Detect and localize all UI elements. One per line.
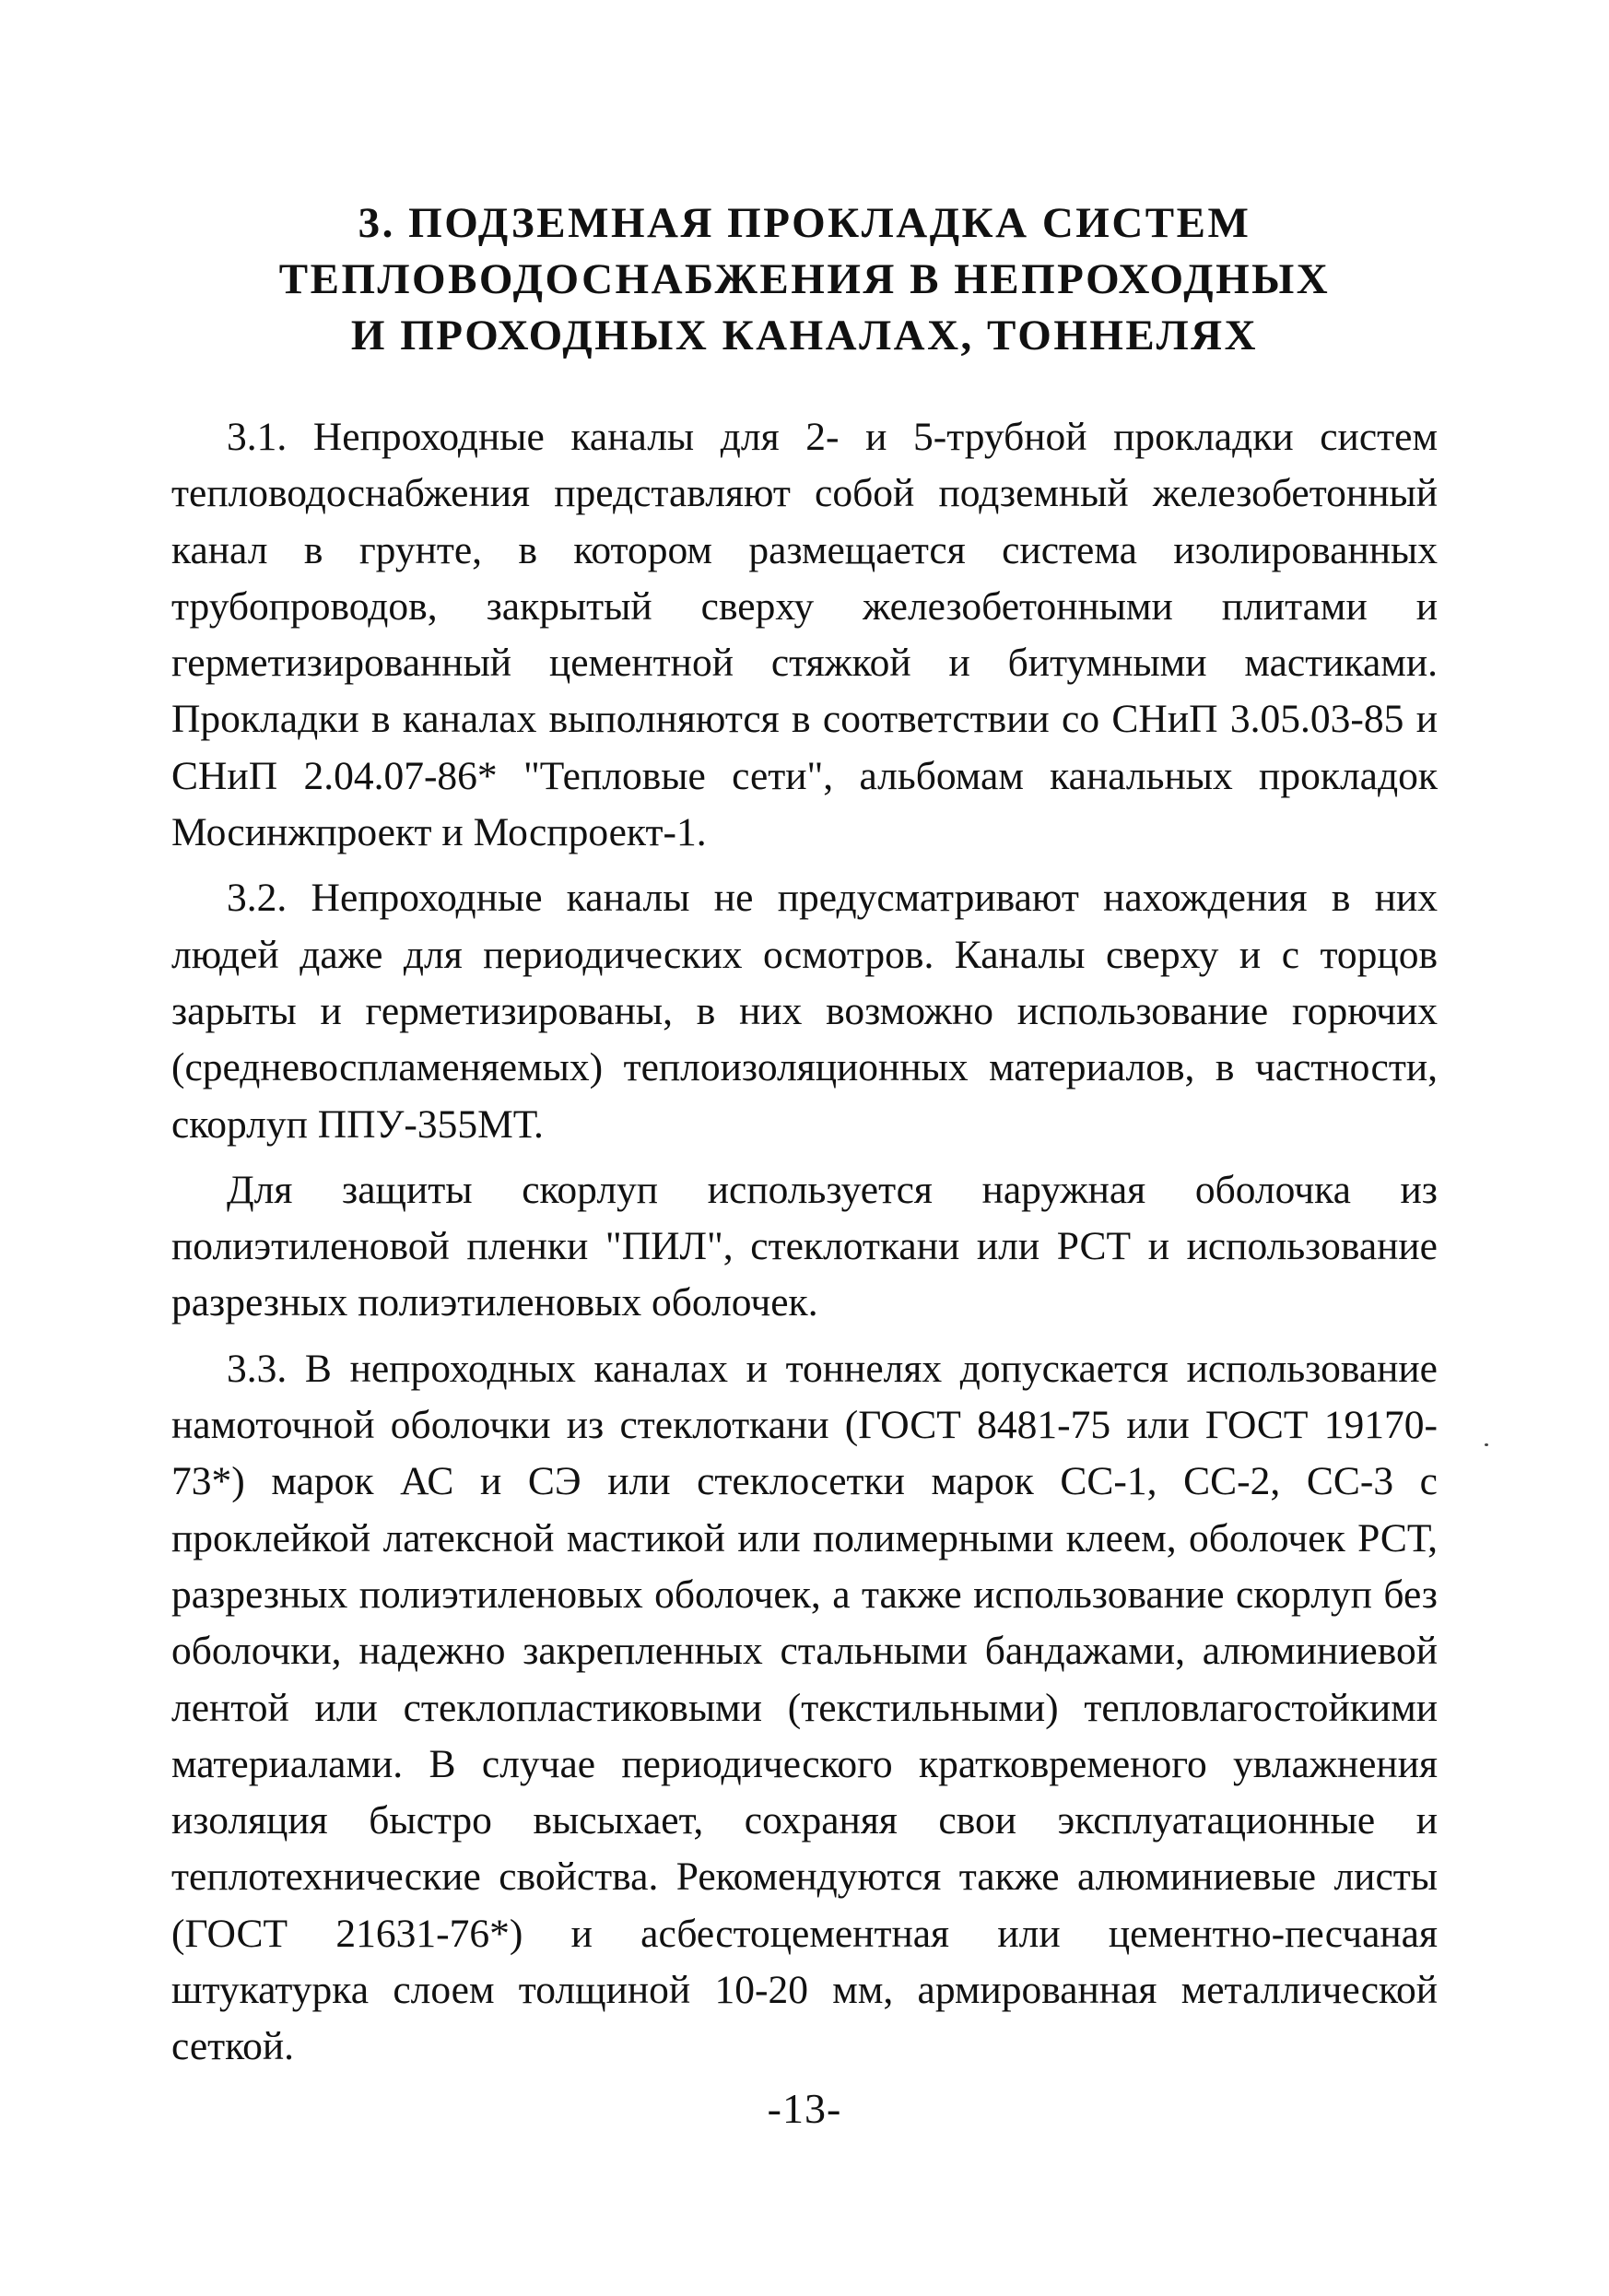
- body-text: [171, 409, 1438, 2085]
- paragraph-3-1: 3.1. Непроходные каналы для 2- и 5-трубной прокладки систем тепловодоснабжения представляют собой подземный железобетонный канал в грунте, в котором размещается система изолированных трубопроводов, закрытый сверху железобетонными плитами и герметизированный цементной стяжкой и битумными мастиками. Прокладки в каналах выполняются в соответствии со СНиП 3.05.03-85 и СНиП 2.04.07-86* "Тепловые сети", альбомам канальных прокладок Мосинжпроект и Моспроект-1.: [171, 415, 1438, 855]
- paragraph-protection: Для защиты скорлуп используется наружная оболочка из полиэтиленовой пленки "ПИЛ", стеклоткани или РСТ и использование разрезных полиэтиленовых оболочек.: [171, 1167, 1438, 1325]
- scan-speck: [1485, 1443, 1488, 1446]
- paragraph-3-2: 3.2. Непроходные каналы не предусматривают нахождения в них людей даже для периодических осмотров. Каналы сверху и с торцов зарыты и герметизированы, в них возможно использование горючих (средневоспламеняемых) теплоизоляционных материалов, в частности, скорлуп ППУ-355МТ.: [171, 876, 1438, 1147]
- paragraph-3-3: 3.3. В непроходных каналах и тоннелях допускается использование намоточной оболочки из стеклоткани (ГОСТ 8481-75 или ГОСТ 19170-73*) марок АС и СЭ или стеклосетки марок СС-1, СС-2, СС-3 с проклейкой латексной мастикой или полимерными клеем, оболочек РСТ, разрезных полиэтиленовых оболочек, а также использование скорлуп без оболочки, надежно закрепленных стальными бандажами, алюминиевой лентой или стеклопластиковыми (текстильными) тепловлагостойкими материалами. В случае периодического кратковременого увлажнения изоляция быстро высыхает, сохраняя свои эксплуатационные и теплотехнические свойства. Рекомендуются также алюминиевые листы (ГОСТ 21631-76*) и асбестоцементная или цементно-песчаная штукатурка слоем толщиной 10-20 мм, армированная металлической сеткой.: [171, 1346, 1438, 2069]
- section-heading: [171, 195, 1438, 364]
- section-heading-line-3: И ПРОХОДНЫХ КАНАЛАХ, ТОННЕЛЯХ: [350, 312, 1259, 359]
- page-number: -13-: [767, 2085, 842, 2132]
- section-heading-line-2: ТЕПЛОВОДОСНАБЖЕНИЯ В НЕПРОХОДНЫХ: [278, 255, 1331, 303]
- section-heading-line-1: 3. ПОДЗЕМНАЯ ПРОКЛАДКА СИСТЕМ: [358, 199, 1251, 247]
